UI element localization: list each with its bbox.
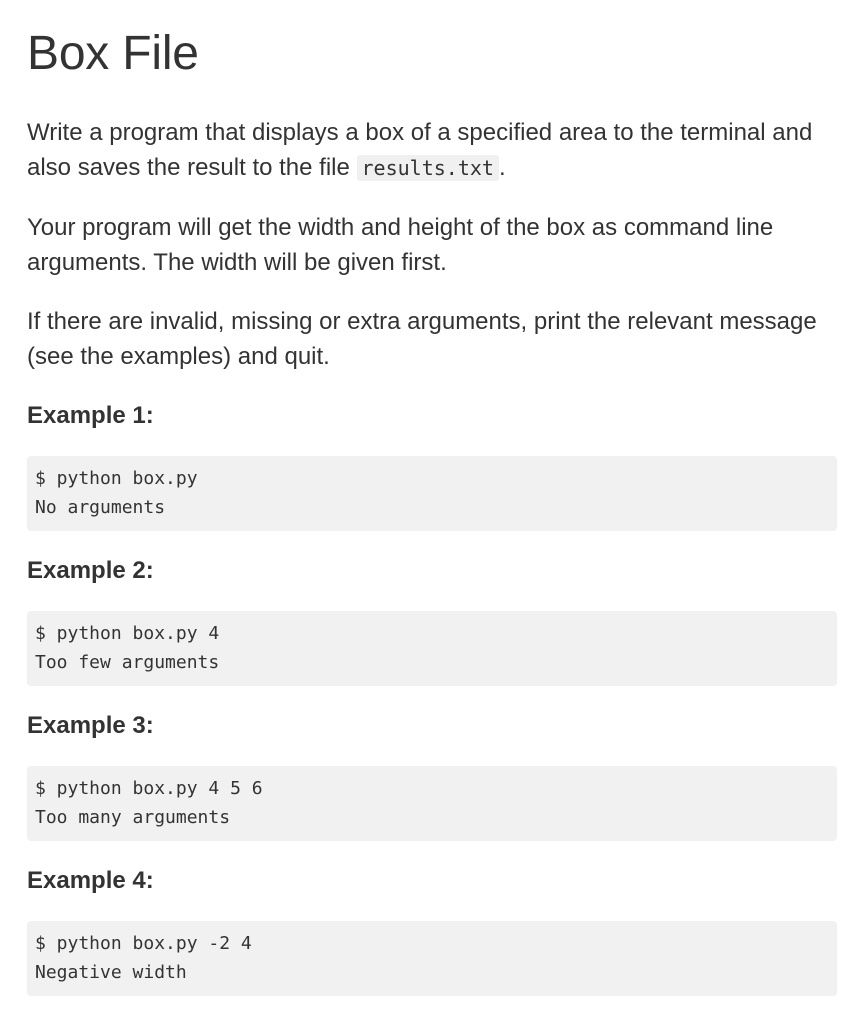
intro-text-end: . <box>498 154 506 181</box>
command-line: $ python box.py <box>35 468 198 489</box>
code-block <box>27 921 837 996</box>
output-line: No arguments <box>35 496 166 518</box>
output-line: Too few arguments <box>35 651 220 673</box>
errors-paragraph: If there are invalid, missing or extra arguments, print the relevant message (see the examples) and quit. <box>27 308 817 370</box>
output-line: Negative width <box>35 961 187 983</box>
example-heading: Example 4: <box>27 867 154 894</box>
example-1 <box>27 400 837 531</box>
results-filename-code: results.txt <box>357 155 499 181</box>
code-block <box>27 456 837 531</box>
output-line: Too many arguments <box>35 806 231 828</box>
code-block <box>27 766 837 841</box>
example-2 <box>27 555 837 686</box>
code-block <box>27 611 837 686</box>
command-line: $ python box.py 4 <box>35 623 220 644</box>
intro-paragraph <box>27 115 837 186</box>
example-3 <box>27 710 837 841</box>
example-heading: Example 2: <box>27 557 154 584</box>
example-heading: Example 3: <box>27 712 154 739</box>
arguments-paragraph: Your program will get the width and height of the box as command line arguments. The width will be given first. <box>27 214 774 276</box>
command-line: $ python box.py -2 4 <box>35 933 252 954</box>
intro-text: Write a program that displays a box of a specified area to the terminal and also saves the result to the file <box>27 119 813 181</box>
example-4 <box>27 865 837 996</box>
page-title: Box File <box>27 27 199 80</box>
command-line: $ python box.py 4 5 6 <box>35 778 263 799</box>
example-heading: Example 1: <box>27 402 154 429</box>
